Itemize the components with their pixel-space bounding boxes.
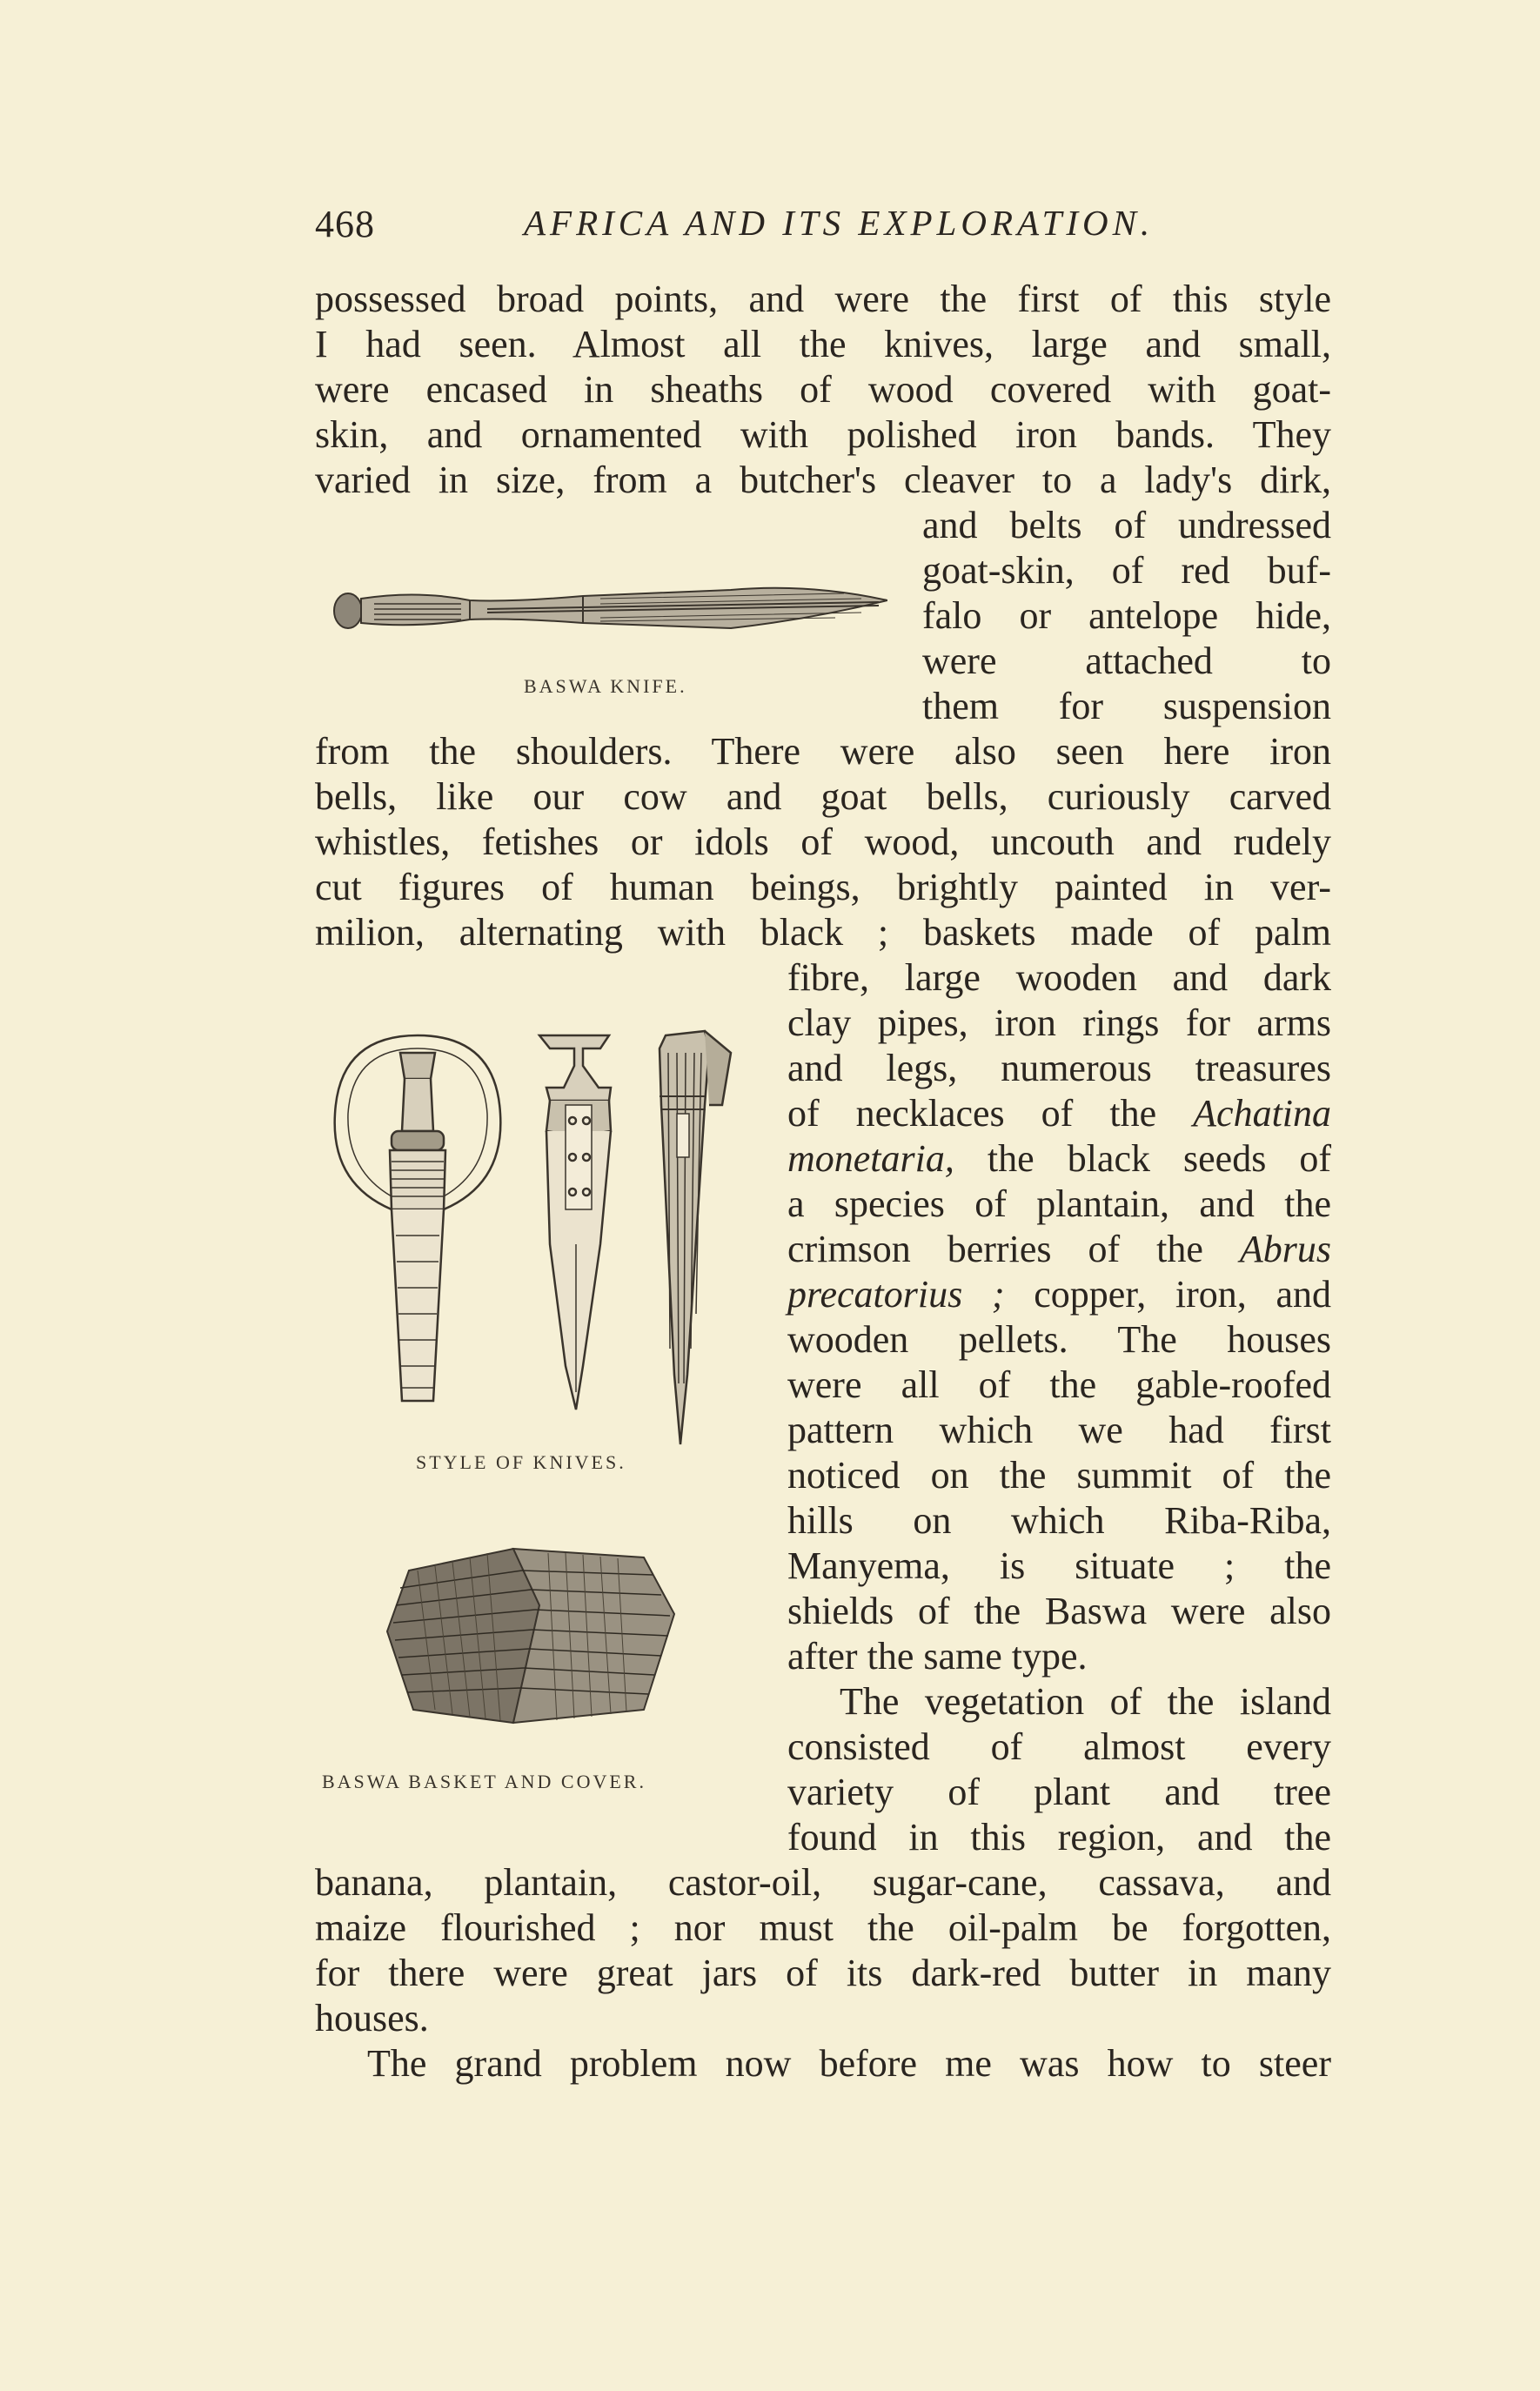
basket-caption: BASWA BASKET AND COVER. — [322, 1771, 646, 1792]
text-line: a species of plantain, and the — [787, 1182, 1331, 1225]
running-title: AFRICA AND ITS EXPLORATION. — [524, 203, 1155, 243]
text-line: them for suspension — [922, 685, 1331, 727]
text-line: precatorius ; copper, iron, and — [787, 1273, 1332, 1316]
text-line: clay pipes, iron rings for arms — [787, 1001, 1331, 1044]
text-line: Manyema, is situate ; the — [787, 1544, 1331, 1587]
text-line: The vegetation of the island — [840, 1680, 1331, 1723]
text-line: and belts of undressed — [922, 504, 1331, 546]
text-line: maize flourished ; nor must the oil-palm be forgotten, — [315, 1906, 1331, 1949]
text-line: variety of plant and tree — [787, 1771, 1331, 1813]
text-line: for there were great jars of its dark-red butter in many — [315, 1952, 1331, 1994]
text-line: varied in size, from a butcher's cleaver to a lady's dirk, — [315, 459, 1331, 501]
text-line: shields of the Baswa were also — [787, 1590, 1331, 1632]
text-line: from the shoulders. There were also seen here iron — [315, 730, 1331, 773]
text-line: consisted of almost every — [787, 1725, 1331, 1768]
text-line: goat-skin, of red buf- — [922, 549, 1331, 592]
text-line: possessed broad points, and were the first of this style — [315, 278, 1331, 320]
text-line: wooden pellets. The houses — [787, 1318, 1331, 1361]
knives-caption: STYLE OF KNIVES. — [416, 1451, 626, 1473]
knife-caption: BASWA KNIFE. — [524, 675, 687, 697]
text-line: found in this region, and the — [787, 1816, 1331, 1859]
basswa-basket-illustration — [383, 1536, 679, 1749]
text-line: banana, plantain, castor-oil, sugar-cane, cassava, and — [315, 1861, 1331, 1904]
text-line: falo or antelope hide, — [922, 594, 1331, 637]
text-line: hills on which Riba-Riba, — [787, 1499, 1331, 1542]
text-line: after the same type. — [787, 1635, 1088, 1678]
text-line: milion, alternating with black ; baskets made of palm — [315, 911, 1331, 954]
text-line: bells, like our cow and goat bells, curiously carved — [315, 775, 1331, 818]
text-line: monetaria, the black seeds of — [787, 1137, 1331, 1180]
text-line: of necklaces of the Achatina — [787, 1092, 1332, 1135]
text-line: and legs, numerous treasures — [787, 1047, 1331, 1089]
text-line: whistles, fetishes or idols of wood, uncouth and rudely — [315, 820, 1331, 863]
page-number: 468 — [315, 203, 375, 245]
text-line: pattern which we had first — [787, 1409, 1331, 1451]
text-line: were attached to — [922, 640, 1331, 682]
text-line: noticed on the summit of the — [787, 1454, 1331, 1497]
text-line: fibre, large wooden and dark — [787, 956, 1331, 999]
text-line: were encased in sheaths of wood covered with goat- — [315, 368, 1331, 411]
text-line: skin, and ornamented with polished iron bands. They — [315, 413, 1331, 456]
text-line: were all of the gable-roofed — [787, 1363, 1331, 1406]
text-line: cut figures of human beings, brightly painted in ver- — [315, 866, 1331, 908]
text-line: crimson berries of the Abrus — [787, 1228, 1331, 1270]
style-of-knives-illustration — [322, 983, 748, 1453]
text-line: I had seen. Almost all the knives, large and small, — [315, 323, 1331, 365]
text-line: houses. — [315, 1997, 429, 2039]
basswa-knife-illustration — [322, 548, 887, 661]
text-line: The grand problem now before me was how to steer — [367, 2042, 1331, 2085]
